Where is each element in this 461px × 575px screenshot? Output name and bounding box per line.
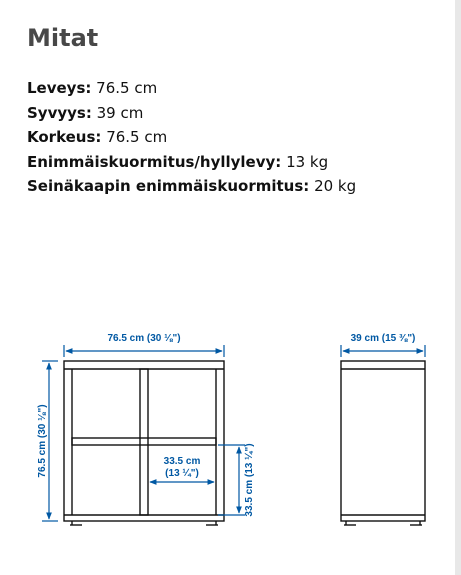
front-height-label: 76.5 cm (30 ⅛")	[37, 404, 48, 478]
compartment-height-label: 33.5 cm (13 ¼")	[244, 443, 255, 517]
side-depth-label: 39 cm (15 ⅜")	[350, 333, 416, 344]
spec-label: Seinäkaapin enimmäiskuormitus:	[27, 177, 310, 195]
compartment-width-label-line1: 33.5 cm	[163, 456, 201, 467]
front-outer-frame	[64, 361, 224, 521]
spec-value: 39 cm	[96, 103, 144, 122]
compartment-width-label-line2: (13 ¼")	[165, 468, 199, 479]
spec-value: 20 kg	[314, 177, 357, 195]
spec-label: Enimmäiskuormitus/hyllylevy:	[27, 152, 282, 171]
side-view-shelf	[341, 361, 425, 525]
spec-label: Leveys:	[27, 79, 92, 97]
spec-label: Korkeus:	[27, 128, 102, 146]
spec-value: 76.5 cm	[106, 128, 168, 146]
front-middle-shelf	[72, 438, 216, 445]
spec-value: 76.5 cm	[96, 79, 158, 97]
dimension-lines	[42, 345, 425, 521]
front-width-label: 76.5 cm (30 ⅛")	[107, 333, 181, 344]
front-center-divider	[140, 369, 148, 515]
side-outer-frame	[341, 361, 425, 521]
page-title: Mitat	[27, 24, 99, 52]
spec-value: 13 kg	[286, 152, 329, 171]
spec-label: Syvyys:	[27, 103, 92, 122]
front-view-shelf	[64, 361, 224, 525]
